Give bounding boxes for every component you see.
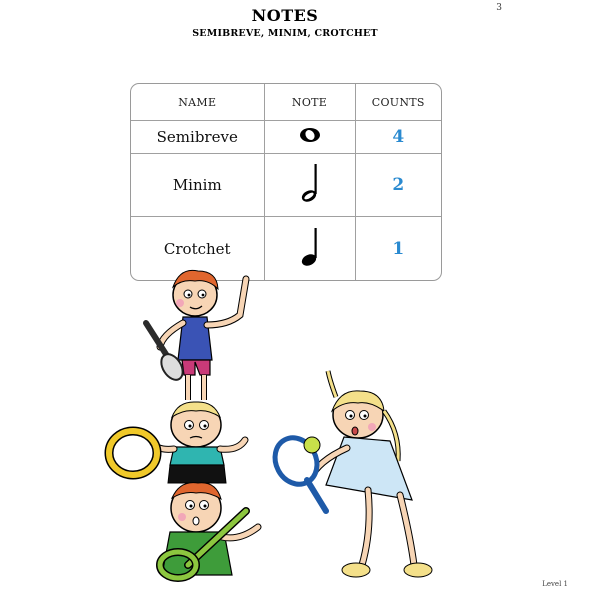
- table-row: [131, 153, 441, 217]
- note-symbol-cell: [264, 153, 355, 217]
- page-subtitle: SEMIBREVE, MINIM, CROTCHET: [192, 28, 378, 39]
- bottom-boy-figure: [160, 483, 258, 578]
- note-count: 4: [355, 121, 441, 154]
- middle-boy-figure: [109, 402, 245, 483]
- table-header-row: [131, 84, 441, 121]
- page-title: NOTES: [251, 6, 319, 25]
- column-header-name: NAME: [131, 84, 264, 121]
- column-header-counts: COUNTS: [355, 84, 441, 121]
- girl-tennis-figure: [267, 371, 432, 577]
- note-symbol-cell: [264, 121, 355, 154]
- page-number: 3: [496, 3, 502, 13]
- crotchet-note-icon: [295, 225, 325, 269]
- column-header-note: NOTE: [264, 84, 355, 121]
- cartoon-children-illustration: [100, 265, 440, 595]
- notes-table: [130, 83, 442, 281]
- semibreve-note-icon: [295, 125, 325, 145]
- minim-note-icon: [295, 161, 325, 205]
- note-count: 1: [355, 217, 441, 280]
- note-count: 2: [355, 153, 441, 217]
- top-boy-figure: [146, 270, 246, 400]
- note-name: Semibreve: [131, 121, 264, 154]
- table-row: [131, 121, 441, 154]
- footer-level-label: Level 1: [542, 580, 568, 588]
- note-name: Minim: [131, 153, 264, 217]
- note-name: Crotchet: [131, 217, 264, 280]
